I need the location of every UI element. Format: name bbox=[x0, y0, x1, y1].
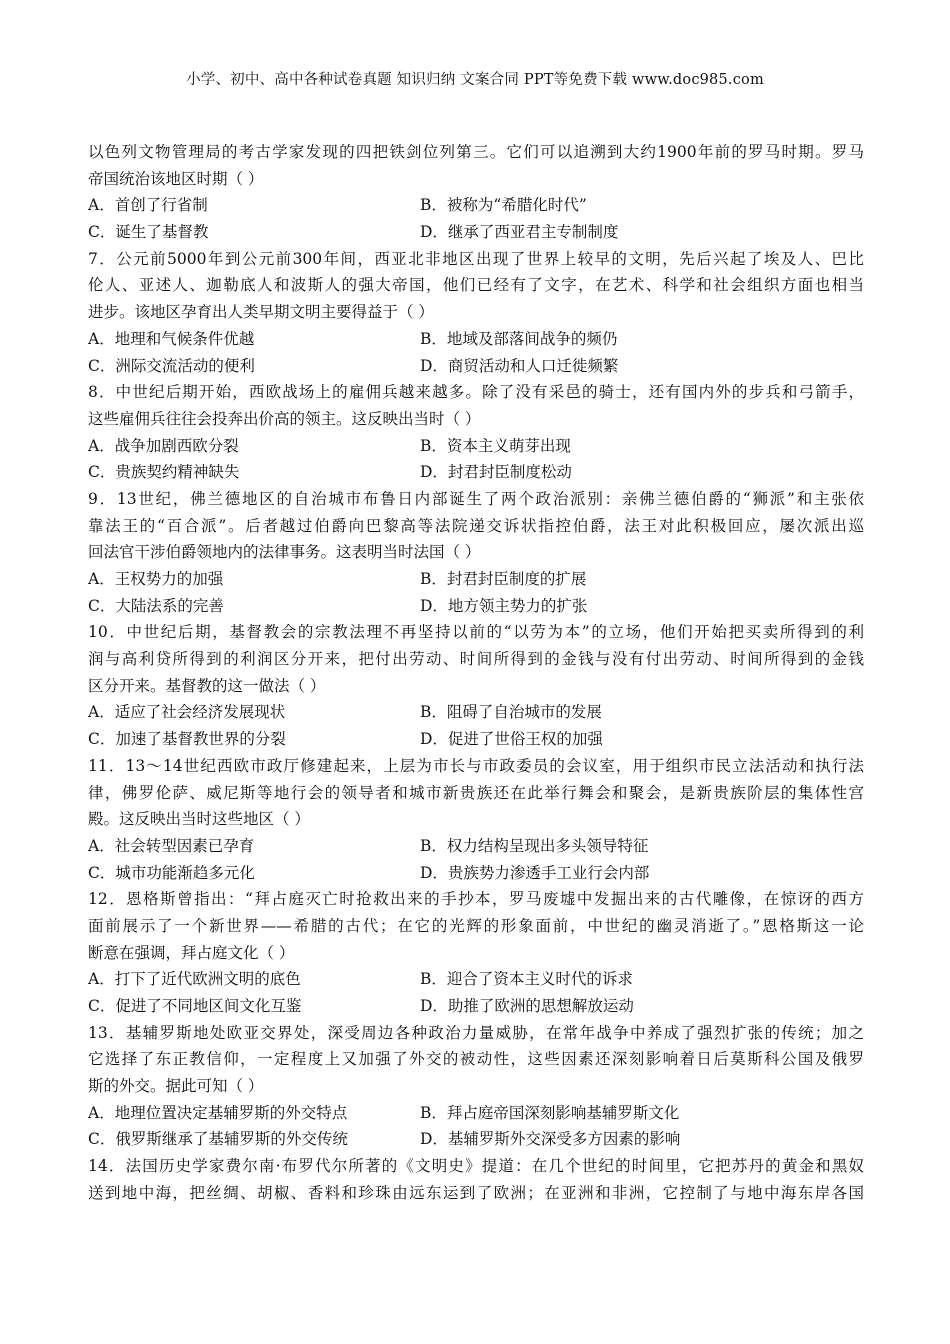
question-text-line: 伦人、亚述人、迦勒底人和波斯人的强大帝国，他们已经有了文字，在艺术、科学和社会组织方面也相当 bbox=[88, 276, 864, 295]
options-row bbox=[88, 726, 864, 753]
options-row bbox=[88, 593, 864, 620]
question-text-line: 润与高利贷所得到的利润区分开来，把付出劳动、时间所得到的金钱与没有付出劳动、时间所得到的金钱 bbox=[88, 650, 864, 669]
option-a: A．地理位置决定基辅罗斯的外交特点 bbox=[88, 1103, 348, 1122]
option-c: C．贵族契约精神缺失 bbox=[88, 463, 240, 482]
option-b: B．拜占庭帝国深刻影响基辅罗斯文化 bbox=[420, 1103, 680, 1122]
option-a: A．战争加剧西欧分裂 bbox=[88, 436, 239, 455]
option-d: D．促进了世俗王权的加强 bbox=[420, 730, 603, 749]
option-d: D．贵族势力渗透手工业行会内部 bbox=[420, 863, 650, 882]
question-text-line: 7．公元前5000年到公元前300年间，西亚北非地区出现了世界上较早的文明，先后兴起了埃及人、巴比 bbox=[88, 249, 864, 268]
option-a: A．王权势力的加强 bbox=[88, 570, 224, 588]
option-c: C．大陆法系的完善 bbox=[88, 596, 224, 615]
option-c: C．洲际交流活动的便利 bbox=[88, 356, 255, 375]
question-text-line: 殿。这反映出当时这些地区（ ） bbox=[88, 810, 310, 829]
question-11 bbox=[88, 753, 864, 886]
option-d: D．继承了西亚君主专制制度 bbox=[420, 223, 619, 242]
options-row bbox=[88, 993, 864, 1020]
option-c: C．城市功能渐趋多元化 bbox=[88, 863, 255, 882]
question-text-line: 送到地中海，把丝绸、胡椒、香料和珍珠由远东运到了欧洲；在亚洲和非洲，它控制了与地中海东岸各国 bbox=[88, 1183, 864, 1202]
option-a: A．打下了近代欧洲文明的底色 bbox=[88, 970, 301, 989]
options-row bbox=[88, 966, 864, 993]
option-b: B．迎合了资本主义时代的诉求 bbox=[420, 970, 633, 989]
question-text-line: 10．中世纪后期，基督教会的宗教法理不再坚持以前的“以劳为本”的立场，他们开始把买卖所得到的利 bbox=[88, 623, 864, 642]
options-row bbox=[88, 860, 864, 887]
question-14 bbox=[88, 1153, 864, 1206]
question-text-line: 区分开来。基督教的这一做法（ ） bbox=[88, 676, 326, 695]
question-text-line: 12．恩格斯曾指出：“拜占庭灭亡时抢救出来的手抄本，罗马废墟中发掘出来的古代雕像，在惊讶的西方 bbox=[88, 890, 864, 909]
option-d: D．封君封臣制度松动 bbox=[420, 463, 572, 482]
option-b: B．权力结构呈现出多头领导特征 bbox=[420, 836, 649, 855]
question-13 bbox=[88, 1020, 864, 1153]
option-d: D．基辅罗斯外交深受多方因素的影响 bbox=[420, 1130, 681, 1149]
page-header: 小学、初中、高中各种试卷真题 知识归纳 文案合同 PPT等免费下载 www.doc985.com bbox=[186, 72, 764, 88]
options-row bbox=[88, 433, 864, 460]
options-row bbox=[88, 219, 864, 246]
question-text-line: 进步。该地区孕育出人类早期文明主要得益于（ ） bbox=[88, 303, 434, 322]
question-8 bbox=[88, 379, 864, 486]
question-text-line: 8．中世纪后期开始，西欧战场上的雇佣兵越来越多。除了没有采邑的骑士，还有国内外的步兵和弓箭手， bbox=[88, 383, 864, 402]
question-text-line: 斯的外交。据此可知（ ） bbox=[88, 1077, 264, 1096]
question-text-line: 以色列文物管理局的考古学家发现的四把铁剑位列第三。它们可以追溯到大约1900年前的罗马时期。罗马 bbox=[88, 143, 864, 161]
question-10 bbox=[88, 619, 864, 752]
question-text-line: 14．法国历史学家费尔南·布罗代尔所著的《文明史》提道：在几个世纪的时间里，它把苏丹的黄金和黑奴 bbox=[88, 1157, 864, 1176]
option-b: B．被称为“希腊化时代” bbox=[420, 196, 587, 215]
question-text-line: 9．13世纪，佛兰德地区的自治城市布鲁日内部诞生了两个政治派别：亲佛兰德伯爵的“狮派”和主张依 bbox=[88, 489, 864, 508]
options-row bbox=[88, 353, 864, 380]
options-row bbox=[88, 1126, 864, 1153]
question-12 bbox=[88, 886, 864, 1019]
option-b: B．阻碍了自治城市的发展 bbox=[420, 703, 602, 722]
options-row bbox=[88, 326, 864, 353]
option-a: A．地理和气候条件优越 bbox=[88, 329, 255, 348]
question-7 bbox=[88, 246, 864, 379]
option-b: B．资本主义萌芽出现 bbox=[420, 436, 571, 455]
options-row bbox=[88, 699, 864, 726]
option-d: D．商贸活动和人口迁徙频繁 bbox=[420, 356, 619, 375]
question-text-line: 面前展示了一个新世界——希腊的古代；在它的光辉的形象面前，中世纪的幽灵消逝了。”恩格斯这一论 bbox=[88, 916, 864, 935]
option-c: C．俄罗斯继承了基辅罗斯的外交传统 bbox=[88, 1130, 348, 1149]
question-text-line: 断意在强调，拜占庭文化（ ） bbox=[88, 943, 295, 962]
question-text-line: 13．基辅罗斯地处欧亚交界处，深受周边各种政治力量威胁，在常年战争中养成了强烈扩张的传统；加之 bbox=[88, 1023, 864, 1042]
options-row bbox=[88, 192, 864, 219]
options-row bbox=[88, 566, 864, 593]
question-text-line: 靠法王的“百合派”。后者越过伯爵向巴黎高等法院递交诉状指控伯爵，法王对此积极回应，屡次派出巡 bbox=[88, 516, 864, 535]
question-6 bbox=[88, 139, 864, 246]
option-a: A．社会转型因素已孕育 bbox=[88, 836, 255, 855]
question-9 bbox=[88, 486, 864, 619]
exam-content bbox=[88, 139, 864, 1207]
option-c: C．加速了基督教世界的分裂 bbox=[88, 730, 286, 749]
question-text-line: 律，佛罗伦萨、威尼斯等地行会的领导者和城市新贵族还在此举行舞会和聚会，是新贵族阶层的集体性宫 bbox=[88, 783, 864, 802]
option-c: C．促进了不同地区间文化互鉴 bbox=[88, 997, 302, 1015]
question-text-line: 它选择了东正教信仰，一定程度上又加强了外交的被动性，这些因素还深刻影响着日后莫斯科公国及俄罗 bbox=[88, 1050, 864, 1069]
option-a: A．适应了社会经济发展现状 bbox=[88, 703, 286, 722]
question-text-line: 帝国统治该地区时期（ ） bbox=[88, 169, 264, 188]
question-text-line: 这些雇佣兵往往会投奔出价高的领主。这反映出当时（ ） bbox=[88, 409, 481, 428]
options-row bbox=[88, 459, 864, 486]
option-a: A．首创了行省制 bbox=[88, 196, 208, 215]
option-c: C．诞生了基督教 bbox=[88, 223, 209, 242]
option-d: D．地方领主势力的扩张 bbox=[420, 596, 588, 615]
question-text-line: 回法官干涉伯爵领地内的法律事务。这表明当时法国（ ） bbox=[88, 543, 481, 562]
question-text-line: 11．13～14世纪西欧市政厅修建起来，上层为市长与市政委员的会议室，用于组织市民立法活动和执行法 bbox=[88, 756, 864, 775]
options-row bbox=[88, 1100, 864, 1127]
option-b: B．地域及部落间战争的频仍 bbox=[420, 329, 618, 348]
option-d: D．助推了欧洲的思想解放运动 bbox=[420, 997, 634, 1015]
option-b: B．封君封臣制度的扩展 bbox=[420, 570, 587, 588]
options-row bbox=[88, 833, 864, 860]
